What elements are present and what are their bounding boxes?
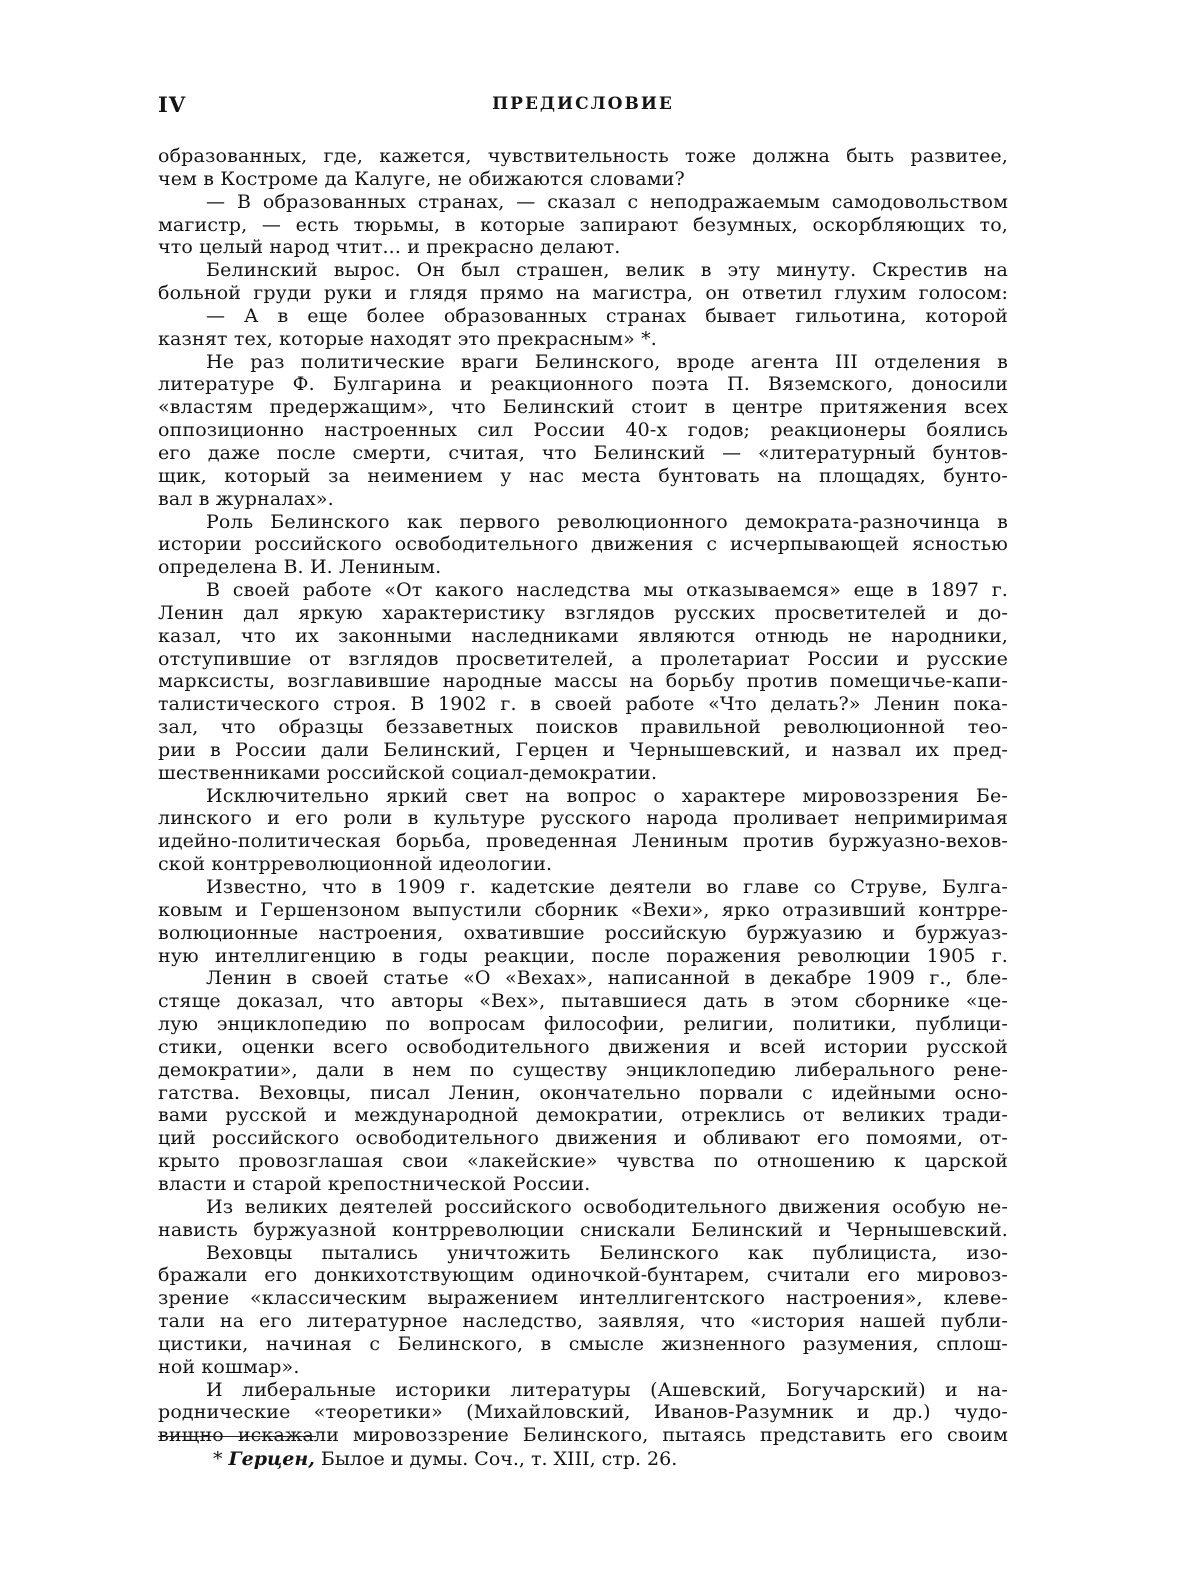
text-line: — В образованных странах, — сказал с неподражаемым самодовольством xyxy=(206,190,1008,213)
book-page xyxy=(158,0,1008,1588)
text-line: демократии», дали в нем по существу энциклопедию либерального рене- xyxy=(158,1058,1008,1081)
text-line: вами русской и международной демократии, отреклись от великих тради- xyxy=(158,1104,1008,1127)
text-line: больной груди руки и глядя прямо на магистра, он ответил глухим голосом: xyxy=(158,282,1008,305)
text-line: идейно-политическая борьба, проведенная Лениным против буржуазно-вехов- xyxy=(158,830,1008,853)
text-line: оппозиционно настроенных сил России 40-х годов; реакционеры боялись xyxy=(158,419,1008,442)
text-line: зрение «классическим выражением интеллигентского настроения», клеве- xyxy=(158,1287,1008,1310)
text-line: Исключительно яркий свет на вопрос о характере мировоззрения Бе- xyxy=(206,784,1008,807)
footnote xyxy=(213,1447,677,1471)
text-line: нависть буржуазной контрреволюции снискали Белинский и Чернышевский. xyxy=(158,1218,1008,1241)
text-line: волюционные настроения, охватившие российскую буржуазию и буржуаз- xyxy=(158,921,1008,944)
footnote-divider xyxy=(158,1436,316,1437)
text-line: марксисты, возглавившие народные массы на борьбу против помещичье-капи- xyxy=(158,670,1008,693)
text-line: его даже после смерти, считая, что Белинский — «литературный бунтов- xyxy=(158,441,1008,464)
running-head xyxy=(158,92,1008,120)
body-text xyxy=(158,145,1008,1447)
text-line: вищно искажали мировоззрение Белинского, пытаясь представить его своим xyxy=(158,1424,1008,1447)
text-line: Белинский вырос. Он был страшен, велик в эту минуту. Скрестив на xyxy=(206,259,1008,282)
text-line: ций российского освободительного движения и обливают его помоями, от- xyxy=(158,1127,1008,1150)
text-line: казал, что их законными наследниками являются отнюдь не народники, xyxy=(158,624,1008,647)
text-line: ной кошмар». xyxy=(158,1355,300,1378)
text-line: лую энциклопедию по вопросам философии, религии, политики, публици- xyxy=(158,1013,1008,1036)
text-line: рии в России дали Белинский, Герцен и Чернышевский, и назвал их пред- xyxy=(158,738,1008,761)
text-line: Известно, что в 1909 г. кадетские деятели во главе со Струве, Булга- xyxy=(206,876,1008,898)
text-line: крыто провозглашая свои «лакейские» чувства по отношению к царской xyxy=(158,1150,1008,1173)
text-line: И либеральные историки литературы (Ашевский, Богучарский) и на- xyxy=(206,1378,1008,1401)
text-line: истории российского освободительного движения с исчерпывающей ясностью xyxy=(158,533,1008,556)
text-line: ковым и Гершензоном выпустили сборник «Вехи», ярко отразивший контрре- xyxy=(158,898,1008,921)
text-line: — А в еще более образованных странах бывает гильотина, которой xyxy=(206,304,1008,327)
text-line: литературе Ф. Булгарина и реакционного поэта П. Вяземского, доносили xyxy=(158,373,1008,396)
text-line: талистического строя. В 1902 г. в своей работе «Что делать?» Ленин пока- xyxy=(158,693,1008,716)
text-line: Из великих деятелей российского освободительного движения особую не- xyxy=(206,1195,1008,1218)
text-line: отступившие от взглядов просветителей, а пролетариат России и русские xyxy=(158,647,1008,670)
footnote-author: Герцен, xyxy=(228,1448,315,1470)
text-line: чем в Костроме да Калуге, не обижаются словами? xyxy=(158,167,685,190)
text-line: В своей работе «От какого наследства мы отказываемся» еще в 1897 г. xyxy=(206,579,1008,602)
text-line: «властям предержащим», что Белинский стоит в центре притяжения всех xyxy=(158,396,1008,419)
text-line: щик, который за неимением у нас места бунтовать на площадях, бунто- xyxy=(158,464,1008,487)
footnote-mark: * xyxy=(213,1448,223,1470)
text-line: зал, что образцы беззаветных поисков правильной революционной тео- xyxy=(158,716,1008,739)
text-line: шественниками российской социал-демократии. xyxy=(158,761,658,784)
text-line: Ленин дал яркую характеристику взглядов русских просветителей и до- xyxy=(158,601,1008,624)
text-line: Веховцы пытались уничтожить Белинского как публициста, изо- xyxy=(206,1241,1008,1264)
text-line: магистр, — есть тюрьмы, в которые запирают безумных, оскорбляющих то, xyxy=(158,213,1008,236)
text-line: что целый народ чтит... и прекрасно делают. xyxy=(158,236,621,259)
text-line: вал в журналах». xyxy=(158,487,334,510)
text-line: линского и его роли в культуре русского народа проливает непримиримая xyxy=(158,807,1008,830)
text-line: стяще доказал, что авторы «Вех», пытавшиеся дать в этом сборнике «це- xyxy=(158,990,1008,1013)
text-line: ской контрреволюционной идеологии. xyxy=(158,853,553,876)
text-line: бражали его донкихотствующим одиночкой-бунтарем, считали его мировоз- xyxy=(158,1264,1008,1287)
text-line: казнят тех, которые находят это прекрасным» *. xyxy=(158,327,657,350)
text-line: роднические «теоретики» (Михайловский, Иванов-Разумник и др.) чудо- xyxy=(158,1401,1008,1424)
text-line: Ленин в своей статье «О «Вехах», написанной в декабре 1909 г., бле- xyxy=(206,967,1008,990)
running-title: ПРЕДИСЛОВИЕ xyxy=(492,94,674,114)
text-line: ную интеллигенцию в годы реакции, после поражения революции 1905 г. xyxy=(158,944,1008,967)
text-line: власти и старой крепостнической России. xyxy=(158,1172,591,1195)
text-line: Роль Белинского как первого революционного демократа-разночинца в xyxy=(206,510,1008,533)
text-line: образованных, где, кажется, чувствительность тоже должна быть развитее, xyxy=(158,145,1008,167)
text-line: определена В. И. Лениным. xyxy=(158,556,442,579)
page-number: IV xyxy=(158,92,187,117)
text-line: гатства. Веховцы, писал Ленин, окончательно порвали с идейными осно- xyxy=(158,1081,1008,1104)
text-line: тали на его литературное наследство, заявляя, что «история нашей публи- xyxy=(158,1310,1008,1333)
text-line: стики, оценки всего освободительного движения и всей истории русской xyxy=(158,1035,1008,1058)
footnote-text: Былое и думы. Соч., т. XIII, стр. 26. xyxy=(320,1448,678,1470)
text-line: цистики, начиная с Белинского, в смысле жизненного разумения, сплош- xyxy=(158,1332,1008,1355)
text-line: Не раз политические враги Белинского, вроде агента III отделения в xyxy=(206,350,1008,373)
